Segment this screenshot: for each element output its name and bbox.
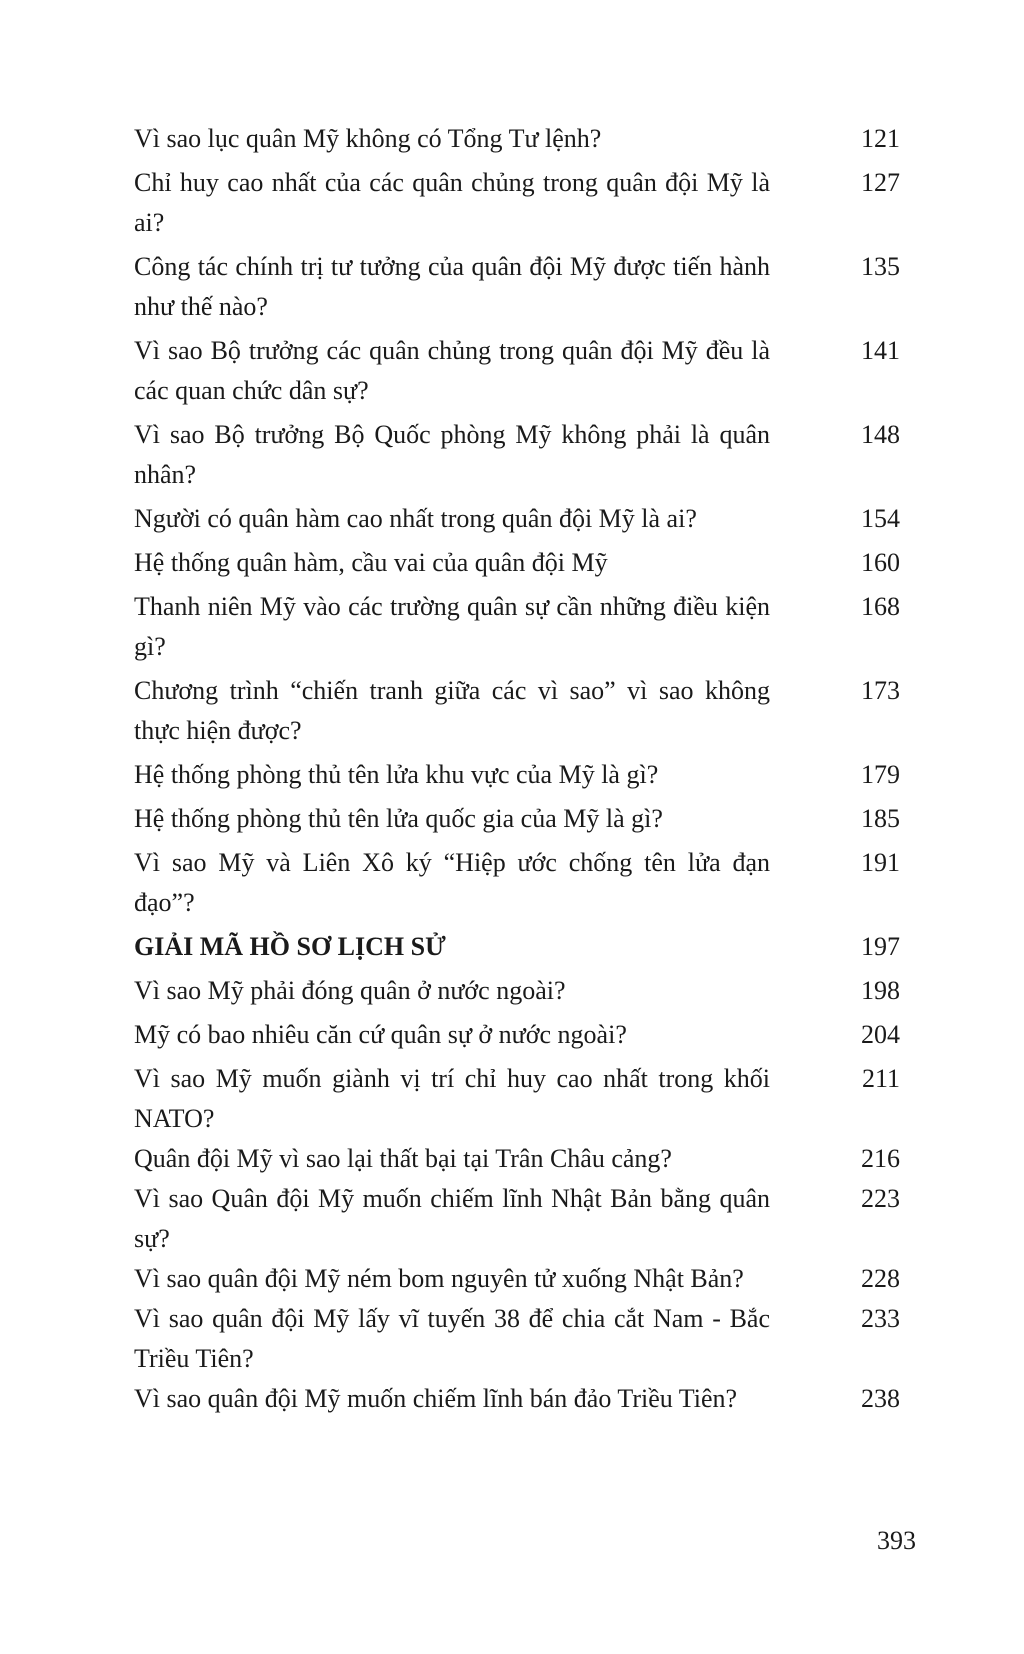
toc-entry-page: 233 bbox=[861, 1304, 900, 1333]
toc-entry-title: Vì sao Bộ trưởng các quân chủng trong quân đội Mỹ đều là các quan chức dân sự? bbox=[134, 336, 770, 405]
section-heading-title: GIẢI MÃ HỒ SƠ LỊCH SỬ bbox=[134, 932, 446, 961]
toc-entry-title: Hệ thống phòng thủ tên lửa quốc gia của Mỹ là gì? bbox=[134, 804, 663, 833]
toc-entry-page: 223 bbox=[861, 1184, 900, 1213]
toc-entry bbox=[134, 247, 904, 327]
toc-entry bbox=[134, 163, 904, 243]
toc-entry bbox=[134, 1379, 904, 1419]
toc-entry bbox=[134, 119, 904, 159]
toc-entry-page: 179 bbox=[861, 760, 900, 789]
toc-entry bbox=[134, 1179, 904, 1259]
toc-entry-title: Vì sao Quân đội Mỹ muốn chiếm lĩnh Nhật Bản bằng quân sự? bbox=[134, 1184, 770, 1253]
toc-entry-page: 211 bbox=[861, 1064, 900, 1093]
toc-entry-title: Chỉ huy cao nhất của các quân chủng trong quân đội Mỹ là ai? bbox=[134, 168, 770, 237]
toc-entry bbox=[134, 799, 904, 839]
toc-entry-title: Hệ thống quân hàm, cầu vai của quân đội Mỹ bbox=[134, 548, 608, 577]
toc-entry-title: Vì sao lục quân Mỹ không có Tổng Tư lệnh? bbox=[134, 124, 602, 153]
toc-entry-page: 185 bbox=[861, 804, 900, 833]
toc-entry-title: Chương trình “chiến tranh giữa các vì sao” vì sao không thực hiện được? bbox=[134, 676, 770, 745]
toc-entry-title: Thanh niên Mỹ vào các trường quân sự cần những điều kiện gì? bbox=[134, 592, 770, 661]
toc-entry bbox=[134, 755, 904, 795]
toc-entry bbox=[134, 671, 904, 751]
toc-entry-page: 168 bbox=[861, 592, 900, 621]
toc-entry-page: 121 bbox=[861, 124, 900, 153]
toc-entry-title: Vì sao Mỹ và Liên Xô ký “Hiệp ước chống tên lửa đạn đạo”? bbox=[134, 848, 770, 917]
toc-entry-page: 204 bbox=[861, 1020, 900, 1049]
toc-entry-title: Quân đội Mỹ vì sao lại thất bại tại Trân Châu cảng? bbox=[134, 1144, 672, 1173]
toc-entry-page: 154 bbox=[861, 504, 900, 533]
toc-entry bbox=[134, 1015, 904, 1055]
toc-entry-title: Vì sao quân đội Mỹ muốn chiếm lĩnh bán đảo Triều Tiên? bbox=[134, 1384, 738, 1413]
toc-entry bbox=[134, 331, 904, 411]
toc-entry-title: Vì sao Bộ trưởng Bộ Quốc phòng Mỹ không phải là quân nhân? bbox=[134, 420, 770, 489]
toc-entry-title: Vì sao quân đội Mỹ ném bom nguyên tử xuống Nhật Bản? bbox=[134, 1264, 744, 1293]
toc-entry-title: Vì sao Mỹ phải đóng quân ở nước ngoài? bbox=[134, 976, 566, 1005]
toc-entry-title: Vì sao Mỹ muốn giành vị trí chỉ huy cao nhất trong khối NATO? bbox=[134, 1064, 770, 1133]
toc-entry bbox=[134, 415, 904, 495]
toc-entry bbox=[134, 1299, 904, 1379]
toc-entry bbox=[134, 1259, 904, 1299]
toc-section-heading bbox=[134, 927, 904, 967]
toc-entry-page: 127 bbox=[861, 168, 900, 197]
toc-entry-page: 191 bbox=[861, 848, 900, 877]
toc-entry-page: 141 bbox=[861, 336, 900, 365]
toc-entry-page: 173 bbox=[861, 676, 900, 705]
page-number: 393 bbox=[877, 1526, 916, 1555]
toc-entry bbox=[134, 971, 904, 1011]
toc-entry bbox=[134, 843, 904, 923]
toc-entry bbox=[134, 499, 904, 539]
toc-entry-page: 216 bbox=[861, 1144, 900, 1173]
toc-entry-page: 198 bbox=[861, 976, 900, 1005]
toc-entry-title: Hệ thống phòng thủ tên lửa khu vực của Mỹ là gì? bbox=[134, 760, 659, 789]
toc-entry-title: Vì sao quân đội Mỹ lấy vĩ tuyến 38 để chia cắt Nam - Bắc Triều Tiên? bbox=[134, 1304, 770, 1373]
toc-entry-title: Người có quân hàm cao nhất trong quân đội Mỹ là ai? bbox=[134, 504, 697, 533]
toc-entry bbox=[134, 543, 904, 583]
toc-entry-page: 238 bbox=[861, 1384, 900, 1413]
toc-entry bbox=[134, 1139, 904, 1179]
toc-entry-title: Mỹ có bao nhiêu căn cứ quân sự ở nước ngoài? bbox=[134, 1020, 627, 1049]
toc-entry-title: Công tác chính trị tư tưởng của quân đội Mỹ được tiến hành như thế nào? bbox=[134, 252, 770, 321]
toc-entry-page: 228 bbox=[861, 1264, 900, 1293]
toc-entry-page: 148 bbox=[861, 420, 900, 449]
toc-entry-page: 135 bbox=[861, 252, 900, 281]
table-of-contents bbox=[134, 119, 904, 1419]
toc-entry bbox=[134, 587, 904, 667]
section-heading-page: 197 bbox=[861, 932, 900, 961]
toc-entry-page: 160 bbox=[861, 548, 900, 577]
toc-entry bbox=[134, 1059, 904, 1139]
